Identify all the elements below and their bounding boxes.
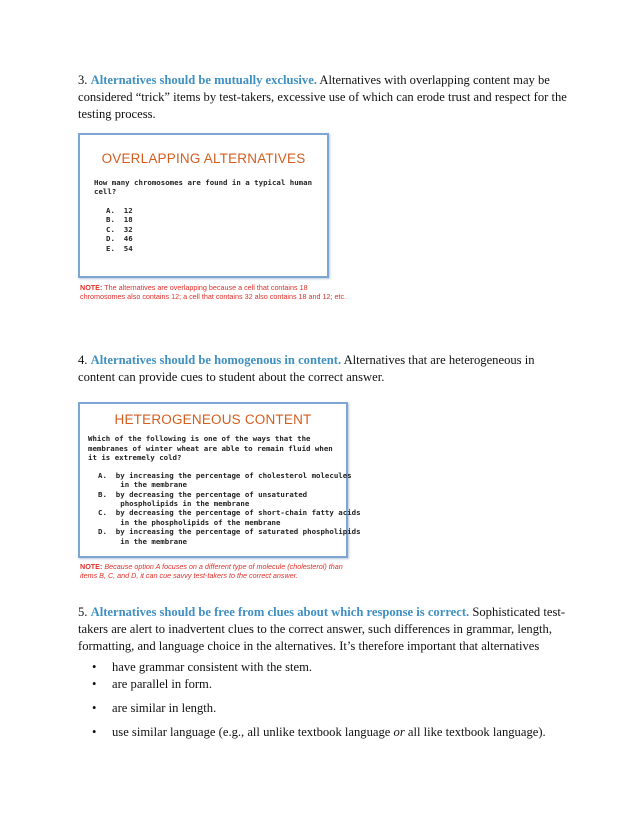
- list-item: [78, 677, 546, 694]
- list-item-text: are parallel in form.: [112, 677, 212, 691]
- section-5-heading: Alternatives should be free from clues about which response is correct.: [90, 605, 470, 619]
- section-3-paragraph: [78, 72, 572, 123]
- section-4-heading: Alternatives should be homogenous in content.: [90, 353, 342, 367]
- figure-2-option: phospholipids in the membrane: [98, 499, 250, 508]
- list-item-text: all like textbook language).: [404, 725, 546, 739]
- figure-2-option: C. by decreasing the percentage of short-chain fatty acids: [98, 508, 361, 518]
- figure-2-option: D. by increasing the percentage of saturated phospholipids: [98, 527, 361, 537]
- list-item-emphasis: or: [393, 725, 405, 739]
- section-3-number: 3.: [78, 73, 88, 87]
- heterogeneous-content-figure: [78, 402, 361, 558]
- list-item-text: are similar in length.: [112, 701, 217, 715]
- section-4-paragraph: [78, 352, 572, 386]
- list-item: [78, 660, 546, 677]
- figure-2-title: HETEROGENEOUS CONTENT: [114, 412, 312, 427]
- figure-1-note-text: The alternatives are overlapping because a cell that contains 18 chromosomes also contains 12; a cell that contains 32 also contains 18 and 12; etc.: [80, 283, 347, 302]
- section-4-number: 4.: [78, 353, 88, 367]
- figure-1-question: How many chromosomes are found in a typical human cell?: [94, 178, 313, 196]
- figure-1-title: OVERLAPPING ALTERNATIVES: [101, 151, 306, 166]
- overlapping-alternatives-figure: [78, 133, 329, 278]
- section-5-paragraph: [78, 604, 572, 655]
- figure-1-note: [80, 283, 350, 301]
- figure-2-note: [80, 562, 348, 580]
- figure-2-option: in the phospholipids of the membrane: [98, 517, 281, 527]
- figure-1-option: B. 18: [106, 215, 133, 225]
- figure-2-option: B. by decreasing the percentage of unsaturated: [98, 489, 308, 499]
- figure-1-option: C. 32: [106, 224, 133, 234]
- section-5-number: 5.: [78, 605, 88, 619]
- section-4-body: Alternatives that are heterogeneous in content can provide cues to student about the correct answer.: [78, 353, 535, 384]
- figure-2-note-text: Because option A focuses on a different type of molecule (cholesterol) than items B, C, and D, it can cue savvy test-takers to the correct answer.: [80, 562, 343, 581]
- figure-2-note-label: NOTE:: [80, 562, 103, 571]
- figure-1-option: E. 54: [106, 243, 133, 253]
- list-item: [78, 725, 546, 742]
- figure-2-options: [98, 470, 361, 546]
- list-item-text: use similar language (e.g., all unlike textbook language: [112, 725, 394, 739]
- section-3-heading: Alternatives should be mutually exclusive.: [90, 73, 317, 87]
- figure-1-option: D. 46: [106, 234, 133, 244]
- list-item-text: have grammar consistent with the stem.: [112, 660, 313, 674]
- alternatives-guidelines-list: [78, 660, 546, 742]
- section-3-body: Alternatives with overlapping content may be considered “trick” items by test-takers, excessive use of which can erode trust and respect for the testing process.: [78, 73, 567, 121]
- figure-1-note-label: NOTE:: [80, 283, 103, 292]
- figure-2-question: Which of the following is one of the ways that the membranes of winter wheat are able to remain fluid when it is extremely cold?: [88, 434, 333, 463]
- section-5-body: Sophisticated test-takers are alert to inadvertent clues to the correct answer, such differences in grammar, length, formatting, and language choice in the alternatives. It’s therefore important that alternatives: [78, 605, 566, 653]
- figure-1-option: A. 12: [106, 206, 133, 215]
- figure-1-options: [106, 206, 327, 253]
- figure-2-option: in the membrane: [98, 480, 187, 490]
- figure-2-option: in the membrane: [98, 536, 187, 546]
- figure-2-option: A. by increasing the percentage of cholesterol molecules: [98, 470, 352, 480]
- list-item: [78, 701, 546, 718]
